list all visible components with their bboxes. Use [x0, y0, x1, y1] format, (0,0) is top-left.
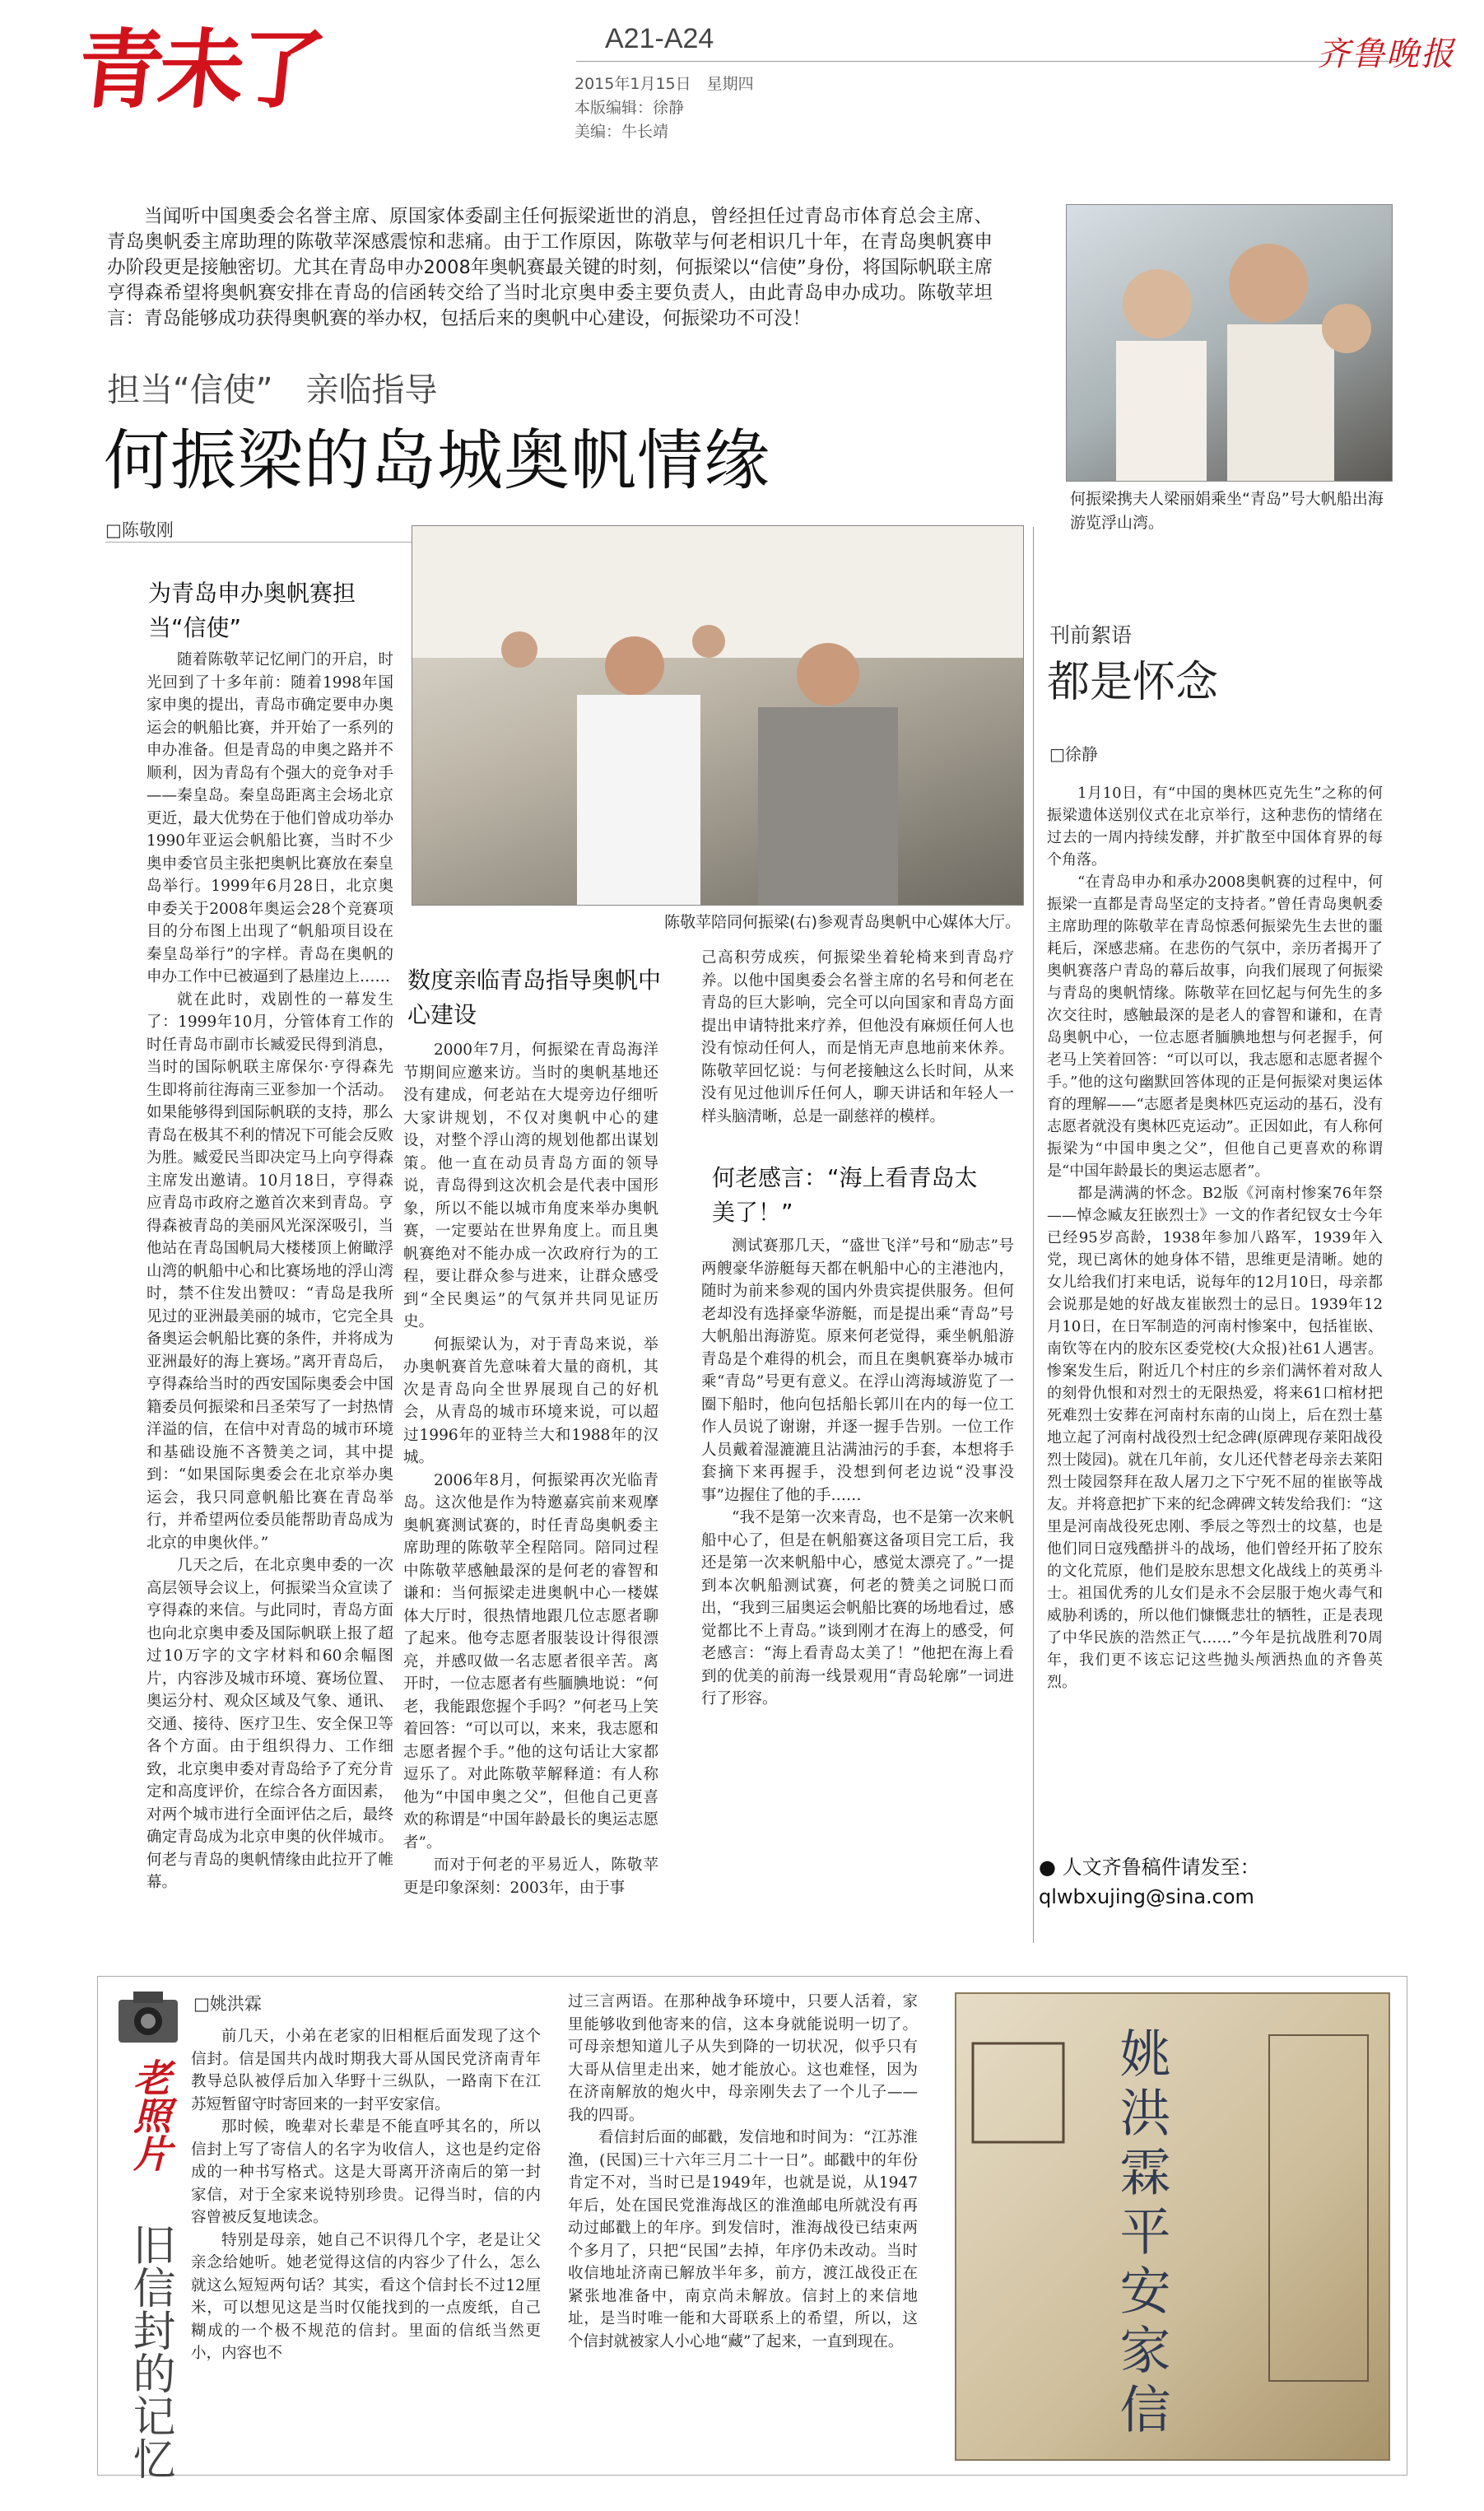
col2-paragraph: 而对于何老的平易近人，陈敬苹更是印象深刻：2003年，由于事 — [403, 1856, 658, 1897]
submission-email-block — [1039, 1852, 1260, 1912]
old-photo-column-2 — [568, 1991, 918, 2353]
sidebar-byline: □徐静 — [1049, 744, 1098, 764]
designer-credit: 美编：牛长靖 — [575, 123, 669, 141]
col3b-paragraph: 测试赛那几天，“盛世飞洋”号和“励志”号两艘豪华游艇每天都在帆船中心的主港池内，随时为前来参观的国内外贵宾提供服务。但何老却没有选择豪华游艇，而是提出乘“青岛”号大帆船出海游览。原来何老觉得，乘坐帆船游青岛是个难得的机会，而且在奥帆赛举办城市乘“青岛”号更有意义。在浮山湾海域游览了一圈下船时，他向包括船长郭川在内的每一位工作人员说了谢谢，并逐一握手告别。一位工作人员戴着湿漉漉且沾满油污的手套，本想将手套摘下来再握手，没想到何老边说“没事没事”边握住了他的手…… — [701, 1237, 1014, 1504]
article-headline: 何振梁的岛城奥帆情缘 — [104, 422, 770, 499]
header-rule — [576, 61, 1399, 62]
col2-paragraph: 2000年7月，何振梁在青岛海洋节期间应邀来访。当时的奥帆基地还没有建成，何老站在大堤旁边仔细听大家讲规划，不仅对奥帆中心的建设，对整个浮山湾的规划他都出谋划策。他一直在动员青岛方面的领导说，青岛得到这次机会是代表中国形象，所以不能以城市角度来举办奥帆赛，一定要站在世界角度上。而且奥帆赛绝对不能办成一次政府行为的工程，要让群众参与进来，让群众感受到“全民奥运”的气氛并共同见证历史。 — [403, 1041, 658, 1330]
old-photo-column-name: 老照片 — [128, 2058, 172, 2172]
subhead-1: 为青岛申办奥帆赛担当“信使” — [148, 580, 356, 641]
camera-icon-svg — [115, 1988, 181, 2046]
envelope-inscription: 姚洪霖平安家信 — [1111, 2027, 1171, 2442]
newspaper-logo: 齐鲁晚报 — [1317, 35, 1455, 73]
col3-paragraph: 己高积劳成疾，何振梁坐着轮椅来到青岛疗养。以他中国奥委会名誉主席的名号和何老在青岛的巨大影响，完全可以向国家和青岛方面提出申请特批来疗养，但他没有麻烦任何人也没有惊动任何人，而是悄无声息地前来休养。陈敬苹回忆说：与何老接触这么长时间，从来没有见过他训斥任何人，聊天讲话和年轻人一样头脑清晰，总是一副慈祥的模样。 — [701, 949, 1014, 1125]
column-divider — [1033, 527, 1034, 1943]
sidebar-paragraph: 都是满满的怀念。B2版《河南村惨案76年祭——悼念臧友狂嵌烈士》一文的作者纪钗女士今年已经95岁高龄，1938年参加八路军，1939年入党，现已离休的她身体不错，思维更是清晰。她的女儿给我们打来电话，说每年的12月10日，母亲都会说那是她的好战友崔嵌烈士的忌日。1939年12月10日，在日军制造的河南村惨案中，包括崔嵌、南钦等在内的胶东区委党校(大众报)社61人遇害。惨案发生后，附近几个村庄的乡亲们满怀着对敌人的刻骨仇恨和对烈士的无限热爱，将来61口棺材把死难烈士安葬在河南村东南的山岗上，后在烈士墓地立起了河南村战役烈士纪念碑(原碑现存莱阳战役烈士陵园)。就在几年前，女儿还代替老母亲去莱阳烈士陵园祭拜在敌人屠刀之下宁死不屈的崔嵌等战友。并将意把扩下来的纪念碑碑文转发给我们：“这里是河南战役死忠刚、季辰之等烈士的坟墓，也是他们同日寇残酷拼斗的战场，他们曾经开拓了胶东的文化荒原，他们是胶东思想文化战线上的英勇斗士。祖国优秀的儿女们是永不会层服于炮火毒气和威胁利诱的，所以他们慷慨悲壮的牺牲，正是表现了中华民族的浩然正气……”今年是抗战胜利70周年，我们更不该忘记这些抛头颅洒热血的齐鲁英烈。 — [1047, 1185, 1383, 1691]
issue-date: 2015年1月15日 星期四 — [575, 75, 754, 93]
subhead-2: 数度亲临青岛指导奥帆中心建设 — [407, 967, 662, 1028]
old-photo-paragraph: 过三言两语。在那种战争环境中，只要人活着，家里能够收到他寄来的信，这本身就能说明一切了。可母亲想知道儿子从失到降的一切状况，似乎只有大哥从信里走出来，她才能放心。这也难怪，因为在济南解放的炮火中，母亲刚失去了一个儿子——我的四哥。 — [568, 1993, 918, 2124]
article-kicker: 担当“信使” 亲临指导 — [107, 371, 438, 409]
old-photo-paragraph: 特别是母亲，她自己不识得几个字，老是让父亲念给她听。她老觉得这信的内容少了什么，怎么就这么短短两句话？其实，看这个信封长不过12厘米，可以想见这是当时仅能找到的一点废纸，自己糊成的一个极不规范的信封。里面的信纸当然更小，内容也不 — [191, 2231, 541, 2362]
article-byline: □陈敬刚 — [105, 520, 174, 540]
col1-paragraph: 随着陈敬苹记忆闸门的开启，时光回到了十多年前：随着1998年国家申奥的提出，青岛市确定要申办奥运会的帆船比赛，并开始了一系列的申办准备。但是青岛的申奥之路并不顺利，因为青岛有个强大的竞争对手——秦皇岛。秦皇岛距离主会场北京更近，最大优势在于他们曾成功举办1990年亚运会帆船比赛，当时不少奥申委官员主张把奥帆比赛放在秦皇岛举行。1999年6月28日，北京奥申委关于2008年奥运会28个竞赛项目的分布图上出现了“帆船项目设在秦皇岛举行”的字样。青岛在奥帆的申办工作中已被逼到了悬崖边上…… — [147, 651, 393, 985]
photo2-caption: 何振梁携夫人梁丽娟乘坐“青岛”号大帆船出海游览浮山湾。 — [1070, 490, 1384, 532]
sidebar-kicker: 刊前絮语 — [1049, 623, 1133, 647]
old-photo-title: 旧信封的记忆 — [125, 2223, 174, 2480]
old-photo-byline: □姚洪霖 — [193, 1994, 262, 2014]
old-photo-column-1 — [191, 2025, 541, 2365]
photo-couple — [1066, 204, 1393, 482]
camera-icon — [115, 1988, 181, 2049]
section-title: 青未了 — [72, 20, 326, 120]
page-range: A21-A24 — [605, 23, 714, 54]
envelope-photo — [955, 1992, 1390, 2461]
col2-paragraph: 何振梁认为，对于青岛来说，举办奥帆赛首先意味着大量的商机，其次是青岛向全世界展现自己的好机会，从青岛的城市环境来说，可以超过1996年的亚特兰大和1988年的汉城。 — [403, 1335, 658, 1466]
envelope-stamp-art — [956, 1994, 1389, 2459]
submission-email: qlwbxujing@sina.com — [1039, 1885, 1254, 1908]
photo1-caption: 陈敬苹陪同何振梁(右)参观青岛奥帆中心媒体大厅。 — [664, 913, 1021, 931]
photo-tour-art — [412, 526, 1023, 905]
subhead-3: 何老感言：“海上看青岛太美了！” — [712, 1164, 978, 1226]
col3b-paragraph: “我不是第一次来青岛，也不是第一次来帆船中心了，但是在帆船赛这备项目完工后，我还是第一次来帆船中心，感觉太漂亮了。”一提到本次帆船测试赛，何老的赞美之词脱口而出，“我到三届奥运会帆船比赛的场地看过，感觉都比不上青岛。”谈到刚才在海上的感受，何老感言：“海上看青岛太美了！”他把在海上看到的优美的前海一线景观用“青岛轮廓”一词进行了形容。 — [701, 1509, 1014, 1707]
editor-credit: 本版编辑：徐静 — [575, 99, 685, 117]
sidebar-title: 都是怀念 — [1047, 658, 1219, 707]
sidebar-body — [1047, 782, 1383, 1693]
column-2 — [403, 1039, 658, 1899]
col2-paragraph: 2006年8月，何振梁再次光临青岛。这次他是作为特邀嘉宾前来观摩奥帆赛测试赛的，时任青岛奥帆委主席助理的陈敬苹全程陪同。陪同过程中陈敬苹感触最深的是何老的睿智和谦和：当何振梁走进奥帆中心一楼媒体大厅时，很热情地跟几位志愿者聊了起来。他夸志愿者服装设计得很漂亮，并感叹做一名志愿者很辛苦。离开时，一位志愿者有些腼腆地说：“何老，我能跟您握个手吗？”何老马上笑着回答：“可以可以，来来，我志愿和志愿者握个手。”他的这句话让大家都逗乐了。对此陈敬苹解释道：有人称他为“中国申奥之父”，但他自己更喜欢的称谓是“中国年龄最长的奥运志愿者”。 — [403, 1471, 658, 1852]
col1-paragraph: 就在此时，戏剧性的一幕发生了：1999年10月，分管体育工作的时任青岛市副市长臧爱民得到消息，当时的国际帆联主席保尔·亨得森先生即将前往海南三亚参加一个活动。如果能够得到国际帆联的支持，那么青岛在极其不利的情况下可能会反败为胜。臧爱民当即决定马上向亨得森主席发出邀请。10月18日，亨得森应青岛市政府之邀首次来到青岛。亨得森被青岛的美丽风光深深吸引，当他站在青岛国帆局大楼楼顶上俯瞰浮山湾的帆船中心和比赛场地的浮山湾时，禁不住发出赞叹：“青岛是我所见过的亚洲最美丽的城市，它完全具备奥运会帆船比赛的条件，并将成为亚洲最好的海上赛场。”离开青岛后，亨得森给当时的西安国际奥委会中国籍委员何振梁和吕圣荣写了一封热情洋溢的信，在信中对青岛的城市环境和基础设施不吝赞美之词，其中提到：“如果国际奥委会在北京举办奥运会，我只同意帆船比赛在青岛举行，并希望两位委员能帮助青岛成为北京的申奥伙伴。” — [147, 990, 393, 1552]
lead-paragraph: 当闻听中国奥委会名誉主席、原国家体委副主任何振梁逝世的消息，曾经担任过青岛市体育总会主席、青岛奥帆委主席助理的陈敬苹深感震惊和悲痛。由于工作原因，陈敬苹与何老相识几十年，在青岛奥帆赛申办阶段更是接触密切。尤其在青岛申办2008年奥帆赛最关键的时刻，何振梁以“信使”身份，将国际帆联主席亨得森希望将奥帆赛安排在青岛的信函转交给了当时北京奥申委主要负责人，由此青岛申办成功。陈敬苹坦言：青岛能够成功获得奥帆赛的举办权，包括后来的奥帆中心建设，何振梁功不可没！ — [107, 206, 993, 329]
sidebar-paragraph: “在青岛申办和承办2008奥帆赛的过程中，何振梁一直都是青岛坚定的支持者。”曾任青岛奥帆委主席助理的陈敬苹在青岛惊悉何振梁先生去世的噩耗后，深感悲痛。在悲伤的气氛中，亲历者揭开了奥帆赛落户青岛的幕后故事，向我们展现了何振梁与青岛的奥帆情缘。陈敬苹在回忆起与何先生的多次交往时，感触最深的是老人的睿智和谦和，在青岛奥帆中心，一位志愿者腼腆地想与何老握手，何老马上笑着回答：“可以可以，我志愿和志愿者握个手。”他的这句幽默回答体现的正是何振梁对奥运体育的理解——“志愿者是奥林匹克运动的基石，没有志愿者就没有奥林匹克运动”。正因如此，有人称何振梁为“中国申奥之父”，但他自己更喜欢的称谓是“中国年龄最长的奥运志愿者”。 — [1047, 873, 1383, 1180]
submission-label: ● 人文齐鲁稿件请发至： — [1039, 1856, 1260, 1879]
column-3 — [701, 947, 1014, 1128]
header-info — [575, 72, 754, 144]
old-photo-paragraph: 前几天，小弟在老家的旧相框后面发现了这个信封。信是国共内战时期我大哥从国民党济南青年教导总队被俘后加入华野十三纵队，一路南下在江苏短暂留守时寄回来的一封平安家信。 — [191, 2028, 541, 2113]
photo-tour — [412, 525, 1024, 906]
old-photo-paragraph: 那时候，晚辈对长辈是不能直呼其名的，所以信封上写了寄信人的名字为收信人，这也是约定俗成的一种书写格式。这是大哥离开济南后的第一封家信，对于全家来说特别珍贵。记得当时，信的内容曾被反复地读念。 — [191, 2118, 541, 2226]
col1-paragraph: 几天之后，在北京奥申委的一次高层领导会议上，何振梁当众宣读了亨得森的来信。与此同时，青岛方面也向北京奥申委及国际帆联上报了超过10万字的文字材料和60余幅图片，内容涉及城市环境、赛场位置、奥运分村、观众区域及气象、通讯、交通、接待、医疗卫生、安全保卫等各个方面。由于组织得力、工作细致，北京奥申委对青岛给予了充分肯定和高度评价，在综合各方面因素，对两个城市进行全面评估之后，最终确定青岛成为北京申奥的伙伴城市。何老与青岛的奥帆情缘由此拉开了帷幕。 — [147, 1557, 393, 1891]
sidebar-paragraph: 1月10日，有“中国的奥林匹克先生”之称的何振梁遗体送别仪式在北京举行，这种悲伤的情绪在过去的一周内持续发酵，并扩散至中国体育界的每个角落。 — [1047, 785, 1383, 869]
photo-couple-art — [1067, 205, 1392, 481]
column-3b — [701, 1235, 1014, 1711]
old-photo-paragraph: 看信封后面的邮戳，发信地和时间为：“江苏淮渔，(民国)三十六年三月二十一日”。邮戳中的年份肯定不对，当时已是1949年，也就是说，从1947年后，处在国民党淮海战区的淮渔邮电所就没有再动过邮戳上的年序。到发信时，淮海战役已结束两个多月了，只把“民国”去掉，年序仍未改动。当时收信地址济南已解放半年多，前方，渡江战役正在紧张地准备中，南京尚未解放。信封上的来信地址，是当时唯一能和大哥联系上的希望，所以，这个信封就被家人小心地“藏”了起来，一直到现在。 — [568, 2129, 918, 2350]
column-1 — [147, 649, 393, 1894]
